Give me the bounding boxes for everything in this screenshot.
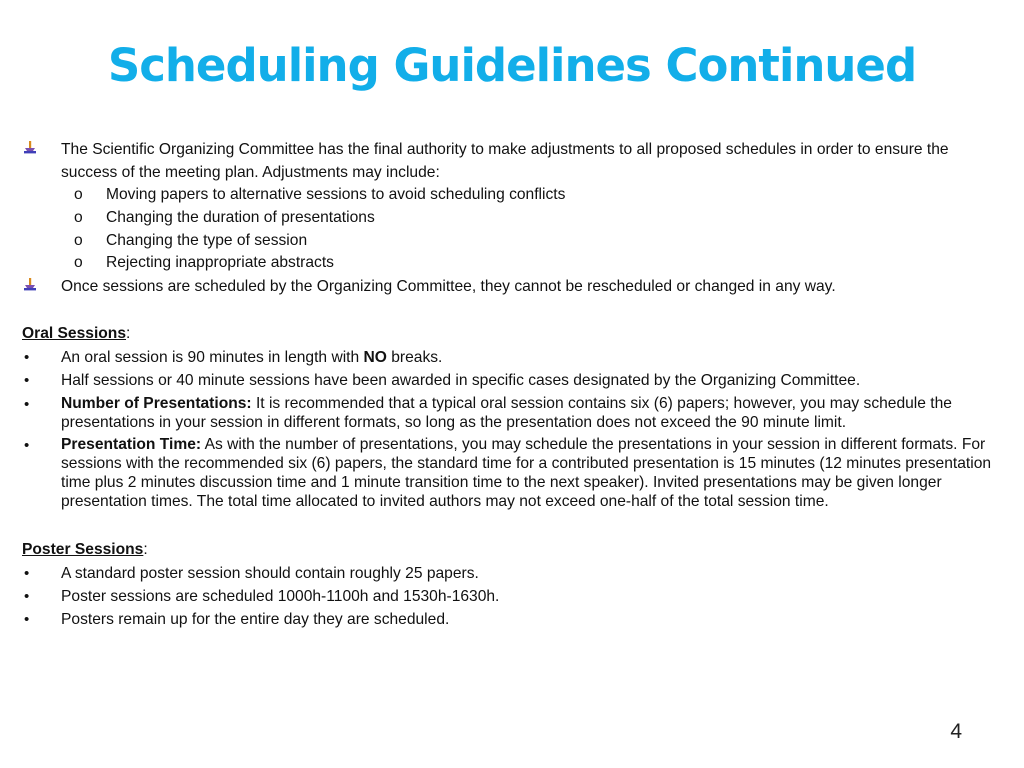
oral-item-label: Number of Presentations:	[61, 395, 252, 413]
oral-item	[22, 346, 1002, 369]
intro-item-text: Once sessions are scheduled by the Organizing Committee, they cannot be rescheduled or changed in any way.	[61, 278, 836, 296]
intro-item-text: The Scientific Organizing Committee has the final authority to make adjustments to all proposed schedules in order to ensure the success of the meeting plan. Adjustments may include:	[61, 141, 949, 181]
pin-icon	[22, 275, 52, 298]
oral-item-text: As with the number of presentations, you may schedule the presentations in your session in different formats. For sessions with the recommended six (6) papers, the standard time for a contributed presentation is 15 minutes (12 minutes presentation time plus 2 minutes discussion time and 1 minute transition time to the next speaker). Invited presentations may be given longer presentation times. The total time allocated to invited authors may not exceed one-half of the total session time.	[61, 436, 992, 511]
poster-item-text: Poster sessions are scheduled 1000h-1100h and 1530h-1630h.	[61, 588, 500, 606]
pin-icon	[22, 138, 52, 161]
poster-sessions-heading	[22, 538, 1002, 562]
bullet-marker: •	[24, 396, 30, 414]
sub-item-text: Moving papers to alternative sessions to avoid scheduling conflicts	[106, 186, 566, 203]
sub-item-marker: o	[74, 208, 83, 226]
oral-item-text: breaks.	[386, 349, 443, 367]
sub-item-marker: o	[74, 231, 83, 249]
sub-item-text: Changing the type of session	[106, 231, 308, 249]
sub-item-marker: o	[74, 254, 83, 272]
sub-item-text: Changing the duration of presentations	[106, 208, 375, 226]
sub-item	[22, 230, 1002, 253]
sub-item-marker: o	[74, 186, 83, 203]
oral-item-text: It is recommended that a typical oral session contains six (6) papers; however, you may schedule the presentations in your session in different formats, so long as the presentation does not exceed the 90 minute limit.	[61, 395, 952, 432]
intro-item	[22, 275, 1002, 298]
heading-colon: :	[126, 325, 131, 343]
oral-sessions-heading	[22, 322, 1002, 346]
sub-item	[22, 207, 1002, 230]
slide-title: Scheduling Guidelines Continued	[107, 39, 917, 92]
bullet-marker: •	[24, 437, 30, 455]
sub-item	[22, 252, 1002, 275]
sub-item-text: Rejecting inappropriate abstracts	[106, 254, 334, 272]
poster-item-text: Posters remain up for the entire day they are scheduled.	[61, 611, 450, 629]
oral-item-emphasis: NO	[363, 349, 387, 367]
bullet-marker: •	[24, 611, 30, 629]
poster-item	[22, 608, 1002, 631]
oral-item	[22, 394, 1002, 432]
oral-item	[22, 369, 1002, 392]
slide-content	[22, 138, 1002, 631]
poster-item	[22, 562, 1002, 585]
oral-sessions-heading-text: Oral Sessions	[22, 325, 127, 343]
poster-item-text: A standard poster session should contain roughly 25 papers.	[61, 565, 479, 583]
sub-item	[22, 184, 1002, 207]
intro-item	[22, 138, 1002, 184]
bullet-marker: •	[24, 565, 30, 583]
bullet-marker: •	[24, 588, 30, 606]
oral-item-label: Presentation Time:	[61, 436, 202, 454]
oral-item	[22, 435, 1002, 511]
heading-colon: :	[143, 541, 148, 559]
oral-item-text: An oral session is 90 minutes in length with	[61, 349, 364, 367]
bullet-marker: •	[24, 349, 30, 367]
poster-sessions-heading-text: Poster Sessions	[22, 541, 144, 559]
page-number: 4	[950, 720, 962, 743]
oral-item-text: Half sessions or 40 minute sessions have been awarded in specific cases designated by the Organizing Committee.	[61, 372, 861, 390]
poster-item	[22, 585, 1002, 608]
bullet-marker: •	[24, 372, 30, 390]
